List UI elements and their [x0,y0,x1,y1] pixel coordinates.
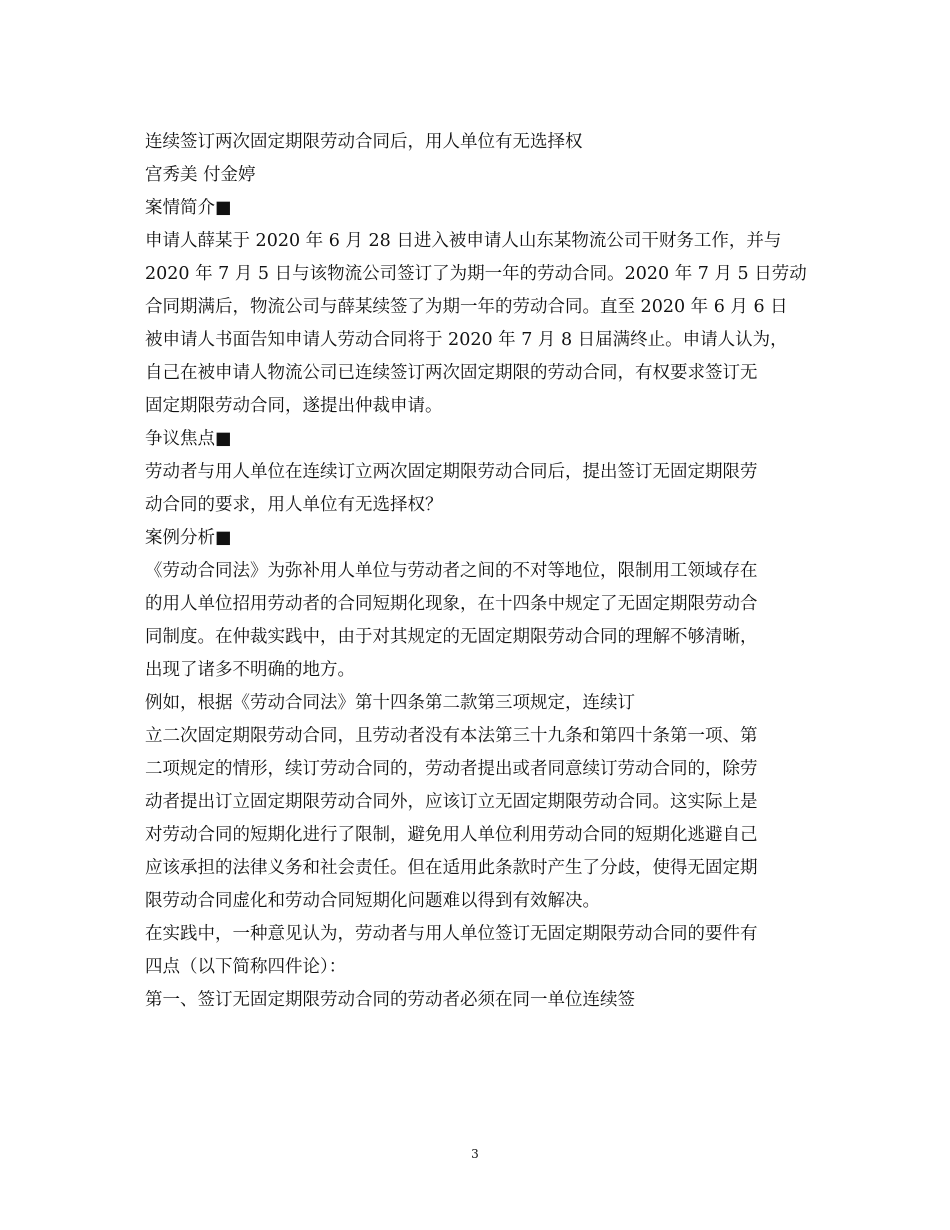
paragraph-line: 被申请人书面告知申请人劳动合同将于 2020 年 7 月 8 日届满终止。申请人认为， [145,330,788,350]
paragraph-line: 立二次固定期限劳动合同，且劳动者没有本法第三十九条和第四十条第一项、第 [145,726,758,746]
paragraph-line: 劳动者与用人单位在连续订立两次固定期限劳动合同后，提出签订无固定期限劳 [145,462,758,482]
page-number: 3 [471,1147,479,1161]
paragraph-line: 的用人单位招用劳动者的合同短期化现象，在十四条中规定了无固定期限劳动合 [145,594,758,614]
paragraph-line: 动者提出订立固定期限劳动合同外，应该订立无固定期限劳动合同。这实际上是 [145,792,758,812]
paragraph-line: 第一、签订无固定期限劳动合同的劳动者必须在同一单位连续签 [145,990,635,1010]
paragraph-line: 《劳动合同法》为弥补用人单位与劳动者之间的不对等地位，限制用工领域存在 [145,561,758,581]
section-heading-dispute-focus: 争议焦点■ [145,429,232,449]
paragraph-line: 例如，根据《劳动合同法》第十四条第二款第三项规定，连续订 [145,693,635,713]
paragraph-line: 自己在被申请人物流公司已连续签订两次固定期限的劳动合同，有权要求签订无 [145,363,758,383]
article-title: 连续签订两次固定期限劳动合同后，用人单位有无选择权 [145,132,583,152]
paragraph-line: 2020 年 7 月 5 日与该物流公司签订了为期一年的劳动合同。2020 年 7 月 5 日劳动 [145,264,807,284]
paragraph-line: 合同期满后，物流公司与薛某续签了为期一年的劳动合同。直至 2020 年 6 月 6 日 [145,297,788,317]
paragraph-line: 对劳动合同的短期化进行了限制，避免用人单位利用劳动合同的短期化逃避自己 [145,825,758,845]
section-heading-case-summary: 案情简介■ [145,198,232,218]
section-heading-case-analysis: 案例分析■ [145,528,232,548]
paragraph-line: 限劳动合同虚化和劳动合同短期化问题难以得到有效解决。 [145,891,600,911]
paragraph-line: 二项规定的情形，续订劳动合同的，劳动者提出或者同意续订劳动合同的，除劳 [145,759,758,779]
paragraph-line: 同制度。在仲裁实践中，由于对其规定的无固定期限劳动合同的理解不够清晰， [145,627,758,647]
document-body [145,126,805,1017]
paragraph-line: 在实践中，一种意见认为，劳动者与用人单位签订无固定期限劳动合同的要件有 [145,924,758,944]
authors: 宫秀美 付金婷 [145,165,256,185]
paragraph-line: 固定期限劳动合同，遂提出仲裁申请。 [145,396,443,416]
paragraph-line: 申请人薛某于 2020 年 6 月 28 日进入被申请人山东某物流公司干财务工作，并与 [145,231,782,251]
paragraph-line: 应该承担的法律义务和社会责任。但在适用此条款时产生了分歧，使得无固定期 [145,858,758,878]
paragraph-line: 四点（以下简称四件论）： [145,957,347,977]
paragraph-line: 动合同的要求，用人单位有无选择权？ [145,495,443,515]
paragraph-line: 出现了诸多不明确的地方。 [145,660,355,680]
